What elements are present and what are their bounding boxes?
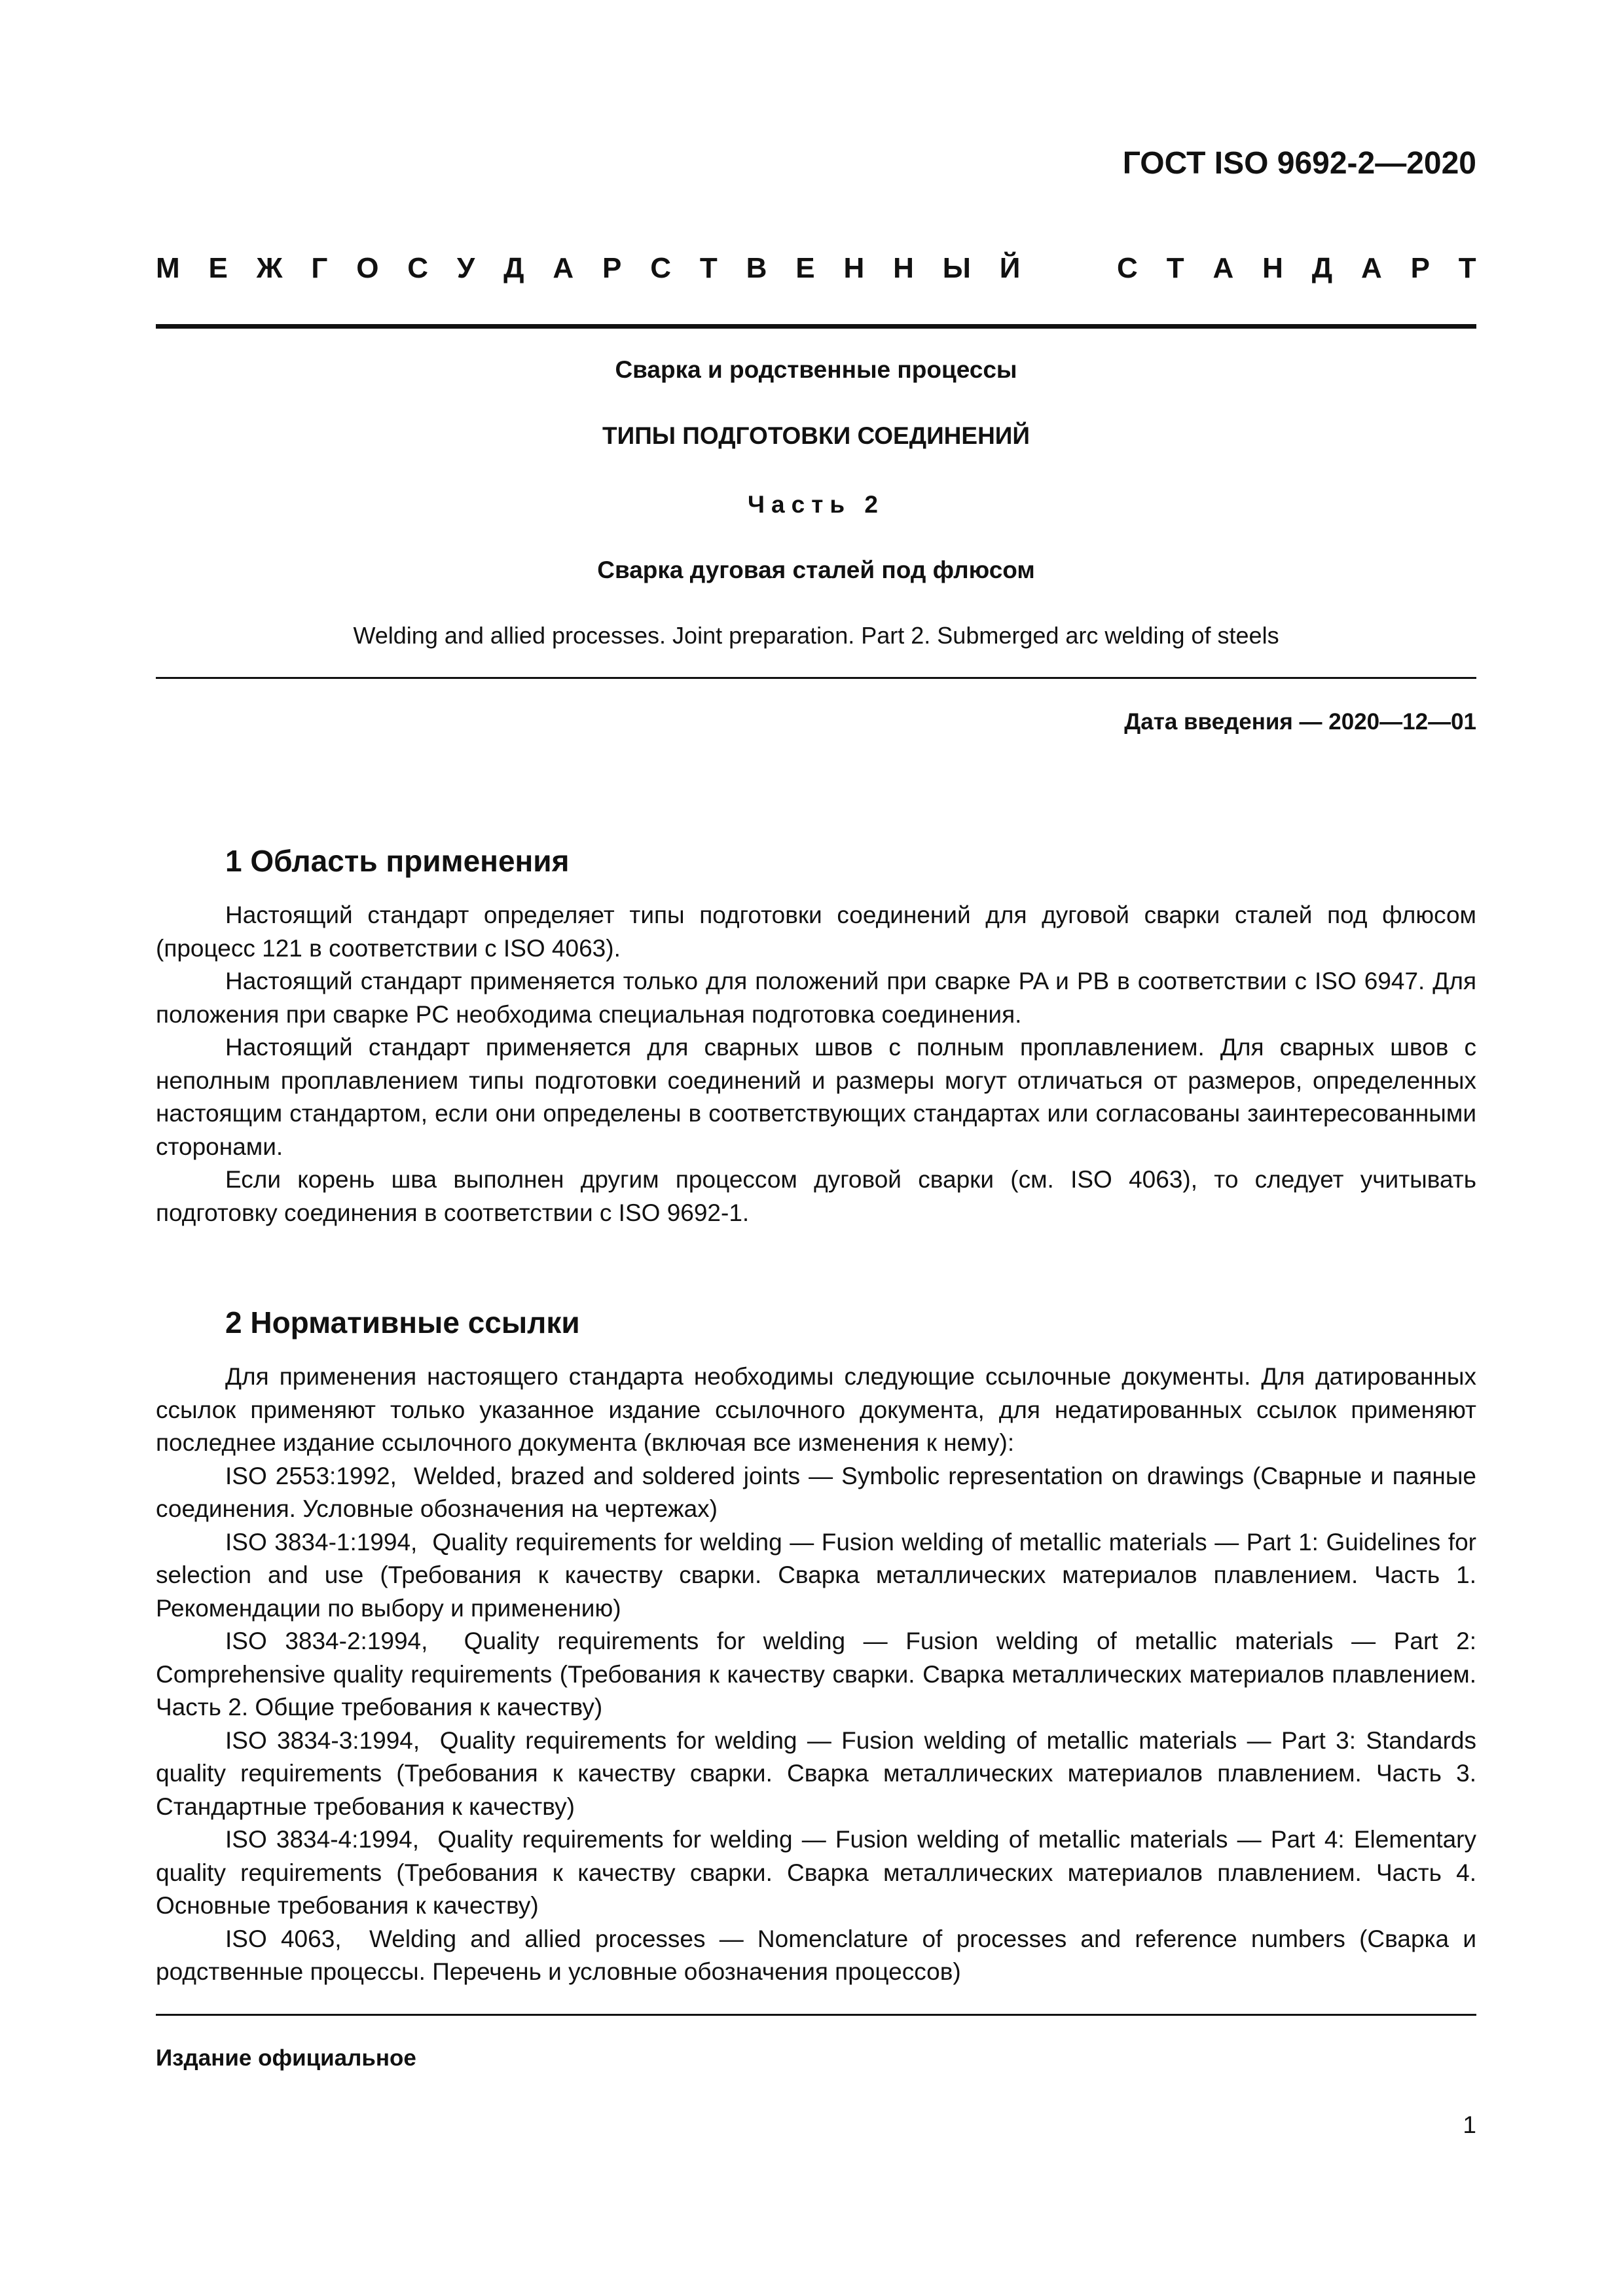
reference-code: ISO 3834-2:1994, (225, 1628, 428, 1654)
heading-letter: Н (893, 252, 914, 284)
paragraph: Настоящий стандарт применяется только для положений при сварке PA и PB в соответствии с ISO 6947. Для положения при сварке PC необходима специальная подготовка соединения. (156, 968, 1476, 1028)
heading-letter: С (407, 252, 429, 284)
heading-letter: Т (1166, 252, 1184, 284)
reference-text: Quality requirements for welding — Fusion welding of metallic materials — Part 4: Elementary quality requirements (Требования к качеству сварки. Сварка металлических материалов плавлением. Часть 4. Основные требования к качеству) (156, 1826, 1476, 1919)
heading-letter: Т (1458, 252, 1476, 284)
title-english: Welding and allied processes. Joint preparation. Part 2. Submerged arc welding of steels (353, 622, 1279, 649)
heading-letter: С (650, 252, 672, 284)
reference-code: ISO 3834-3:1994, (225, 1726, 420, 1754)
reference-item (156, 1460, 1476, 1526)
heading-letter: Д (1311, 252, 1333, 284)
heading-letter: О (356, 252, 379, 284)
heading-letter: С (1117, 252, 1138, 284)
reference-code: ISO 3834-4:1994, (225, 1826, 419, 1853)
section-normative-references (156, 1303, 1476, 1989)
heading-letter: Д (503, 252, 524, 284)
reference-item (156, 1823, 1476, 1923)
official-edition-label: Издание официальное (156, 2045, 416, 2071)
paragraph: Настоящий стандарт применяется для сварных швов с полным проплавлением. Для сварных швов с неполным проплавлением типы подготовки соединений и размеры могут отличаться от размеров, определенных настоящим стандартом, если они определены в соответствующих стандартах или согласованы заинтересованными сторонами. (156, 1034, 1476, 1160)
title-main: ТИПЫ ПОДГОТОВКИ СОЕДИНЕНИЙ (602, 422, 1030, 449)
heading-letter: А (1360, 252, 1382, 284)
reference-code: ISO 4063, (225, 1925, 342, 1952)
footer-rule (156, 2014, 1476, 2016)
document-number: ГОСТ ISO 9692-2—2020 (1122, 146, 1476, 181)
reference-text: Welded, brazed and soldered joints — Symbolic representation on drawings (Сварные и паяные соединения. Условные обозначения на чертежах) (156, 1462, 1477, 1522)
reference-item (156, 1724, 1476, 1824)
reference-code: ISO 2553:1992, (225, 1462, 397, 1489)
reference-item (156, 1923, 1476, 1989)
reference-item (156, 1526, 1476, 1626)
introduction-date: Дата введения — 2020—12—01 (1124, 709, 1476, 735)
interstate-standard-heading (156, 249, 1476, 288)
paragraph: Для применения настоящего стандарта необходимы следующие ссылочные документы. Для датированных ссылок применяют только указанное издание ссылочного документа, для недатированных ссылок применяют последнее издание ссылочного документа (включая все изменения к нему): (156, 1363, 1476, 1456)
paragraph: Настоящий стандарт определяет типы подготовки соединений для дуговой сварки сталей под флюсом (процесс 121 в соответствии с ISO 4063). (156, 902, 1476, 962)
title-subtitle: Сварка дуговая сталей под флюсом (597, 556, 1035, 583)
heading-letter: Й (999, 252, 1021, 284)
section-scope (156, 841, 1476, 1230)
paragraph: Если корень шва выполнен другим процессом дуговой сварки (см. ISO 4063), то следует учитывать подготовку соединения в соответствии с ISO 9692-1. (156, 1166, 1476, 1226)
reference-text: Welding and allied processes — Nomenclature of processes and reference numbers (Сварка и родственные процессы. Перечень и условные обозначения процессов) (156, 1925, 1477, 1985)
heading-letter: Н (1262, 252, 1283, 284)
heading-letter: Р (602, 252, 622, 284)
title-rule (156, 677, 1476, 679)
heading-letter: Н (843, 252, 865, 284)
reference-text: Quality requirements for welding — Fusion welding of metallic materials — Part 3: Standards quality requirements (Требования к качеству сварки. Сварка металлических материалов плавлением. Часть 3. Стандартные требования к качеству) (156, 1726, 1476, 1820)
heading-letter: Т (699, 252, 718, 284)
heading-letter: А (1213, 252, 1234, 284)
heading-letter: В (746, 252, 767, 284)
section-title: 1 Область применения (225, 844, 570, 878)
heading-word-gap (1049, 249, 1088, 288)
heading-letter: Ж (256, 252, 283, 284)
heading-letter: Г (311, 252, 328, 284)
reference-text: Quality requirements for welding — Fusion welding of metallic materials — Part 2: Comprehensive quality requirements (Требования к качеству сварки. Сварка металлических материалов плавлением. Часть 2. Общие требования к качеству) (156, 1628, 1476, 1721)
heading-letter: Р (1410, 252, 1430, 284)
heading-rule (156, 324, 1476, 329)
title-part: Часть 2 (748, 491, 884, 518)
reference-code: ISO 3834-1:1994, (225, 1528, 418, 1556)
heading-letter: Ы (942, 252, 971, 284)
reference-item (156, 1625, 1476, 1724)
reference-text: Quality requirements for welding — Fusion welding of metallic materials — Part 1: Guidelines for selection and use (Требования к качеству сварки. Сварка металлических материалов плавлением. Часть 1. Рекомендации по выбору и применению) (156, 1528, 1476, 1622)
title-group: Сварка и родственные процессы (615, 356, 1017, 383)
heading-letter: Е (208, 252, 228, 284)
heading-letter: М (156, 252, 180, 284)
heading-letter: У (456, 252, 475, 284)
section-title: 2 Нормативные ссылки (225, 1305, 580, 1339)
page-number: 1 (1463, 2111, 1476, 2138)
heading-letter: Е (795, 252, 815, 284)
heading-letter: А (553, 252, 574, 284)
